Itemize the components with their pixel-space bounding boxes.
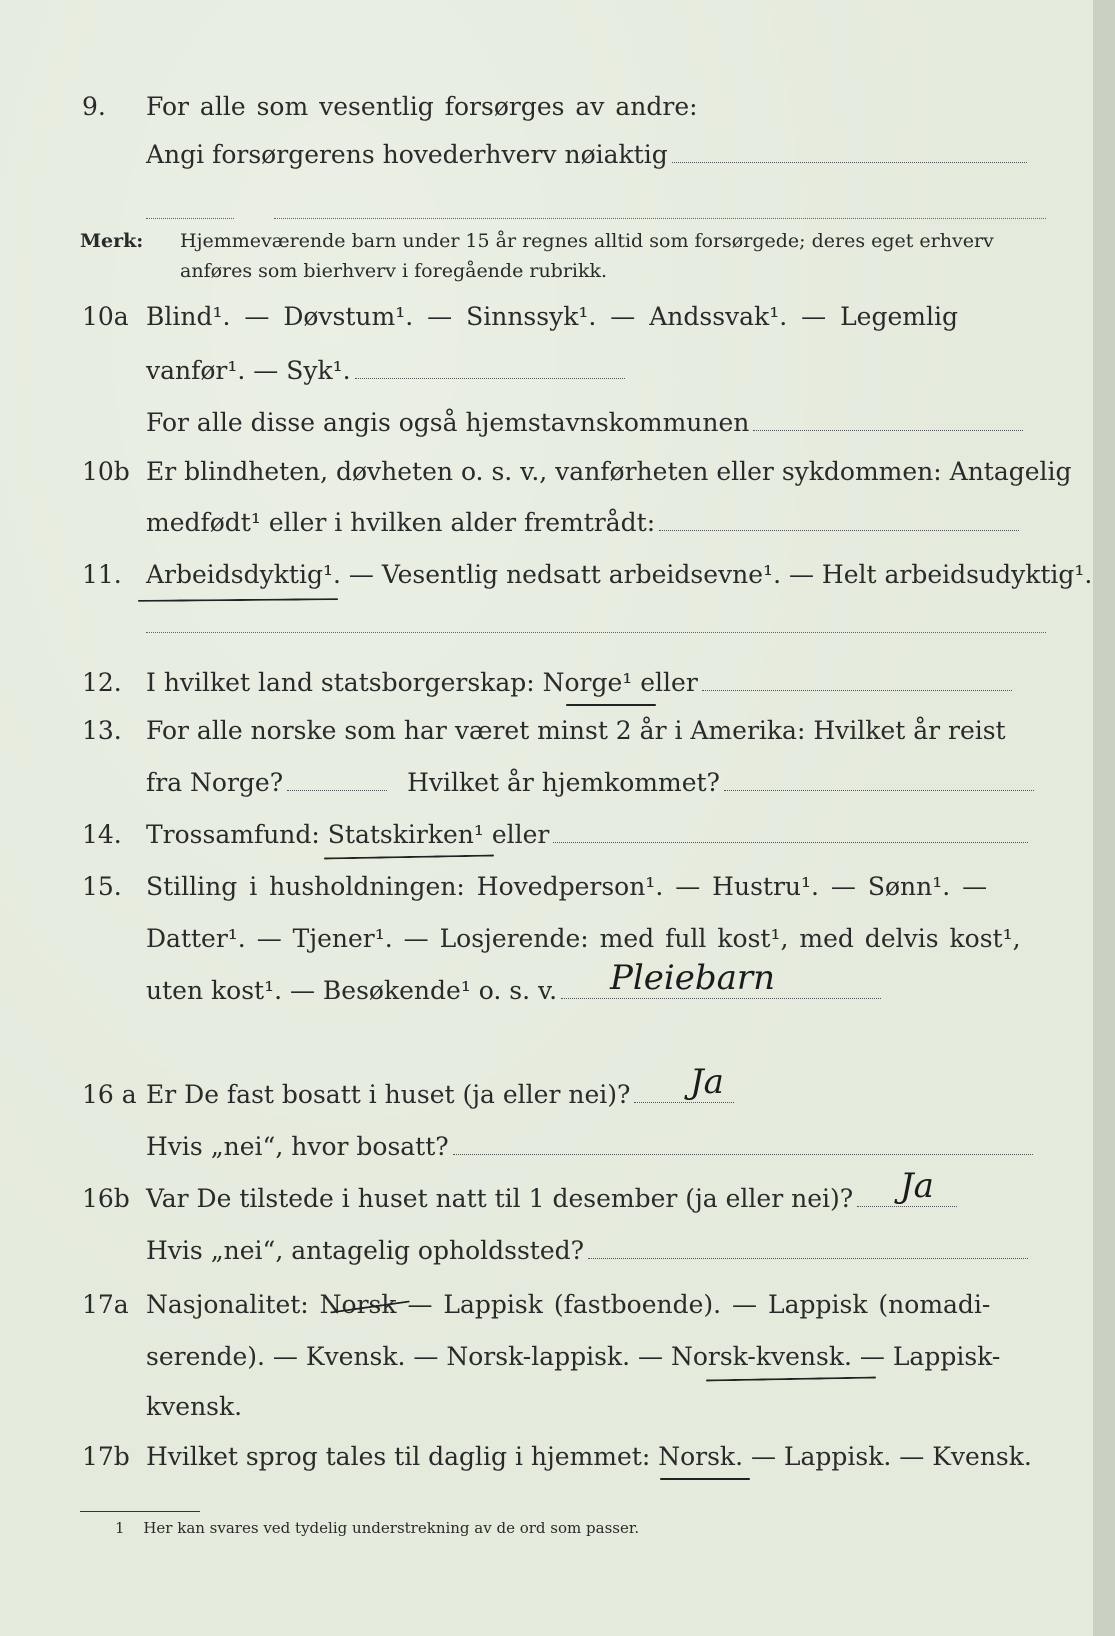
q10b-text-2: medfødt¹ eller i hvilken alder fremtrådt: xyxy=(146,508,656,537)
q12-answer-field[interactable] xyxy=(702,690,1012,691)
q10a-text-3: For alle disse angis også hjemstavnskommunen xyxy=(146,408,750,437)
q9-answer-line-a xyxy=(146,218,234,219)
q11-answer-line xyxy=(146,632,1046,633)
q11-underline-arbeidsdyktig xyxy=(138,598,338,602)
q13-text-1: For alle norske som har været minst 2 år i Amerika: Hvilket år reist xyxy=(146,716,1006,745)
q16a-handwritten-answer: Ja xyxy=(690,1062,724,1102)
q17a-text-2: serende). — Kvensk. — Norsk-lappisk. — Norsk-kvensk. — Lappisk- xyxy=(146,1342,1001,1371)
q15-number: 15. xyxy=(82,872,122,901)
q16a-residence-field[interactable] xyxy=(453,1154,1033,1155)
page-edge xyxy=(1093,0,1115,1636)
q10b-number: 10b xyxy=(82,457,130,486)
q9-text-1: For alle som vesentlig forsørges av andre: xyxy=(146,92,698,121)
q14-number: 14. xyxy=(82,820,122,849)
merk-text-2: anføres som bierhverv i foregående rubrikk. xyxy=(180,260,608,282)
q16a-text-1: Er De fast bosatt i huset (ja eller nei)? xyxy=(146,1080,631,1109)
q13-departure-field[interactable] xyxy=(287,790,387,791)
q13-text-2b: Hvilket år hjemkommet? xyxy=(407,768,720,797)
q16a-number: 16 a xyxy=(82,1080,137,1109)
q10a-text-2: vanfør¹. — Syk¹. xyxy=(146,356,351,385)
q10a-number: 10a xyxy=(82,302,129,331)
q10a-answer-field[interactable] xyxy=(355,378,625,379)
q11-number: 11. xyxy=(82,560,122,589)
q13-return-field[interactable] xyxy=(724,790,1034,791)
q17a-text-3: kvensk. xyxy=(146,1392,243,1421)
q15-handwritten-answer: Pleiebarn xyxy=(610,958,776,998)
q10a-hometown-field[interactable] xyxy=(753,430,1023,431)
q17a-number: 17a xyxy=(82,1290,129,1319)
q15-text-2: Datter¹. — Tjener¹. — Losjerende: med full kost¹, med delvis kost¹, xyxy=(146,924,1021,953)
q16b-text-1: Var De tilstede i huset natt til 1 desember (ja eller nei)? xyxy=(146,1184,854,1213)
q17b-text-1: Hvilket sprog tales til daglig i hjemmet: Norsk. — Lappisk. — Kvensk. xyxy=(146,1442,1032,1471)
q12-underline-norge xyxy=(566,704,656,706)
q14-answer-field[interactable] xyxy=(553,842,1028,843)
q9-answer-field[interactable] xyxy=(672,162,1027,163)
q9-answer-line-b xyxy=(274,218,1046,219)
q16b-text-2: Hvis „nei“, antagelig opholdssted? xyxy=(146,1236,585,1265)
merk-label: Merk: xyxy=(80,230,144,252)
q12-text-1: I hvilket land statsborgerskap: Norge¹ eller xyxy=(146,668,698,697)
q10b-answer-field[interactable] xyxy=(659,530,1019,531)
q9-text-2: Angi forsørgerens hovederhverv nøiaktig xyxy=(146,140,668,169)
q17b-underline-norsk xyxy=(660,1478,750,1480)
footnote-text: Her kan svares ved tydelig understrekning av de ord som passer. xyxy=(143,1519,640,1537)
q17a-underline-norsk-kvensk xyxy=(706,1377,876,1382)
q17a-text-1: Nasjonalitet: Norsk — Lappisk (fastboende). — Lappisk (nomadi- xyxy=(146,1290,991,1319)
q13-number: 13. xyxy=(82,716,122,745)
q12-number: 12. xyxy=(82,668,122,697)
merk-text-1: Hjemmeværende barn under 15 år regnes alltid som forsørgede; deres eget erhverv xyxy=(180,230,994,252)
q10a-text-1: Blind¹. — Døvstum¹. — Sinnssyk¹. — Andssvak¹. — Legemlig xyxy=(146,302,958,331)
q16b-answer-field[interactable] xyxy=(857,1206,957,1207)
q14-text-1: Trossamfund: Statskirken¹ eller xyxy=(146,820,550,849)
footnote-rule xyxy=(80,1511,200,1512)
q11-text-1: Arbeidsdyktig¹. — Vesentlig nedsatt arbeidsevne¹. — Helt arbeidsudyktig¹. xyxy=(146,560,1093,589)
q16a-answer-field[interactable] xyxy=(634,1102,734,1103)
q9-number: 9. xyxy=(82,92,106,121)
q13-text-2a: fra Norge? xyxy=(146,768,284,797)
q17b-number: 17b xyxy=(82,1442,130,1471)
q16b-number: 16b xyxy=(82,1184,130,1213)
footnote xyxy=(115,1518,639,1538)
q15-text-3: uten kost¹. — Besøkende¹ o. s. v. xyxy=(146,976,558,1005)
q16b-handwritten-answer: Ja xyxy=(900,1166,934,1206)
q16b-location-field[interactable] xyxy=(588,1258,1028,1259)
q10b-text-1: Er blindheten, døvheten o. s. v., vanførheten eller sykdommen: Antagelig xyxy=(146,457,1072,486)
q16a-text-2: Hvis „nei“, hvor bosatt? xyxy=(146,1132,449,1161)
q14-underline-statskirken xyxy=(324,855,494,860)
q15-text-1: Stilling i husholdningen: Hovedperson¹. — Hustru¹. — Sønn¹. — xyxy=(146,872,988,901)
footnote-mark: 1 xyxy=(115,1519,125,1537)
q15-answer-field[interactable] xyxy=(561,998,881,999)
